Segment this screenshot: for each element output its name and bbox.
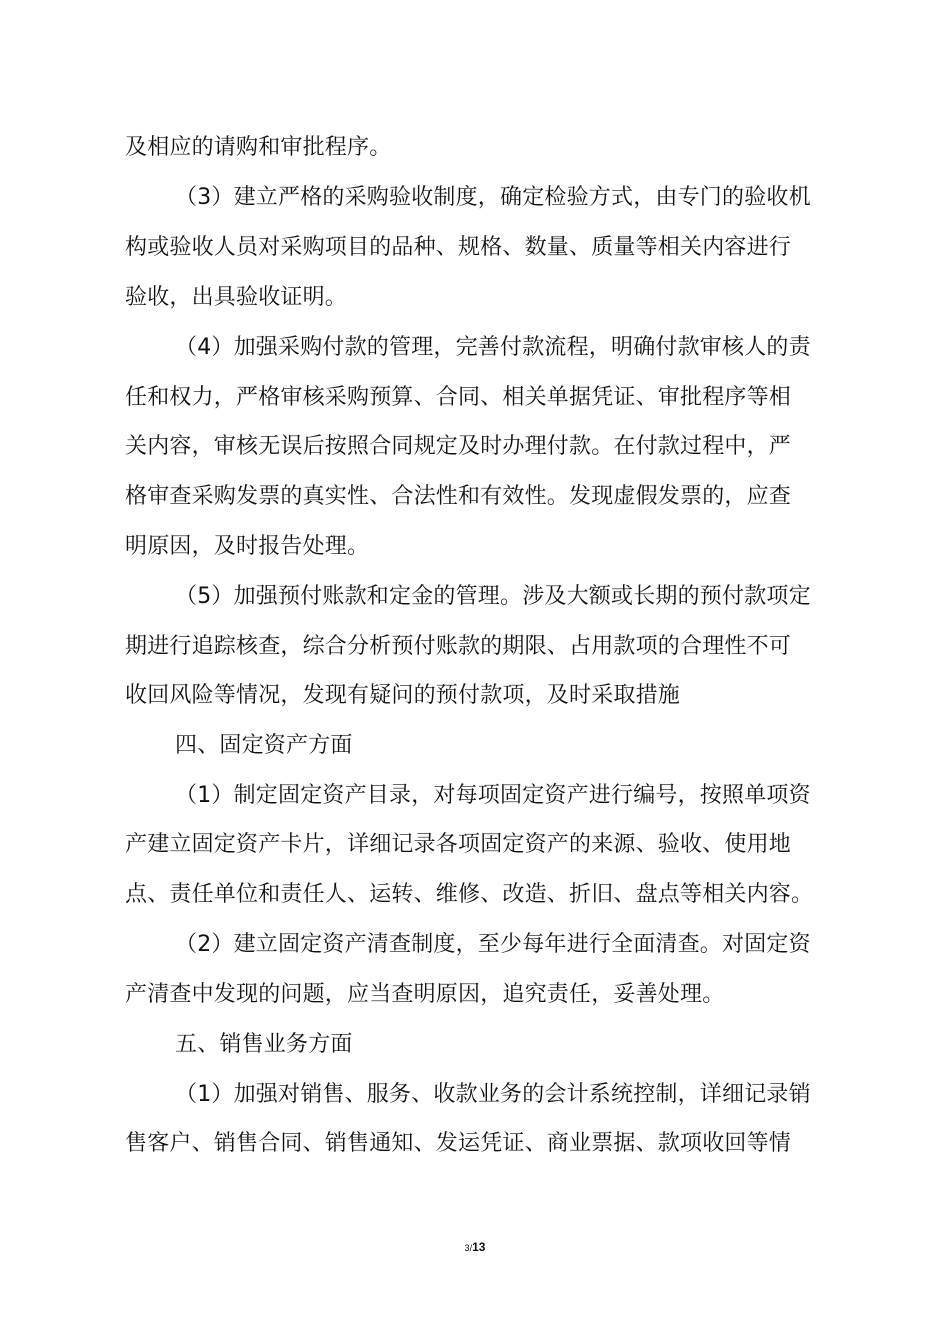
text-line: 关内容，审核无误后按照合同规定及时办理付款。在付款过程中，严 [125,434,792,459]
text-line: 任和权力，严格审核采购预算、合同、相关单据凭证、审批程序等相 [125,385,792,410]
text-line: （3）建立严格的采购验收制度，确定检验方式，由专门的验收机 [175,185,811,210]
text-line: 点、责任单位和责任人、运转、维修、改造、折旧、盘点等相关内容。 [125,882,814,907]
text-line: 明原因，及时报告处理。 [125,534,370,559]
text-line: （5）加强预付账款和定金的管理。涉及大额或长期的预付款项定 [175,584,811,609]
page-total: 13 [472,1240,486,1254]
text-line: 售客户、销售合同、销售通知、发运凭证、商业票据、款项收回等情 [125,1131,792,1156]
text-line: 构或验收人员对采购项目的品种、规格、数量、质量等相关内容进行 [125,235,792,260]
text-line: （4）加强采购付款的管理，完善付款流程，明确付款审核人的责 [175,335,811,360]
text-line: （1）制定固定资产目录，对每项固定资产进行编号，按照单项资 [175,783,811,808]
text-line: 产清查中发现的问题，应当查明原因，追究责任，妥善处理。 [125,982,725,1007]
text-line: 产建立固定资产卡片，详细记录各项固定资产的来源、验收、使用地 [125,832,792,857]
page-current: 3 [464,1243,470,1253]
page-number [0,1240,950,1254]
section-heading: 五、销售业务方面 [175,1032,353,1057]
text-line: 收回风险等情况，发现有疑问的预付款项，及时采取措施 [125,683,681,708]
text-line: （1）加强对销售、服务、收款业务的会计系统控制，详细记录销 [175,1082,811,1107]
text-line: （2）建立固定资产清查制度，至少每年进行全面清查。对固定资 [175,932,811,957]
page-separator: / [469,1243,473,1253]
text-line: 及相应的请购和审批程序。 [125,135,392,160]
section-heading: 四、固定资产方面 [175,733,353,758]
text-line: 期进行追踪核查，综合分析预付账款的期限、占用款项的合理性不可 [125,634,792,659]
text-line: 格审查采购发票的真实性、合法性和有效性。发现虚假发票的，应查 [125,484,792,509]
text-line: 验收，出具验收证明。 [125,285,348,310]
